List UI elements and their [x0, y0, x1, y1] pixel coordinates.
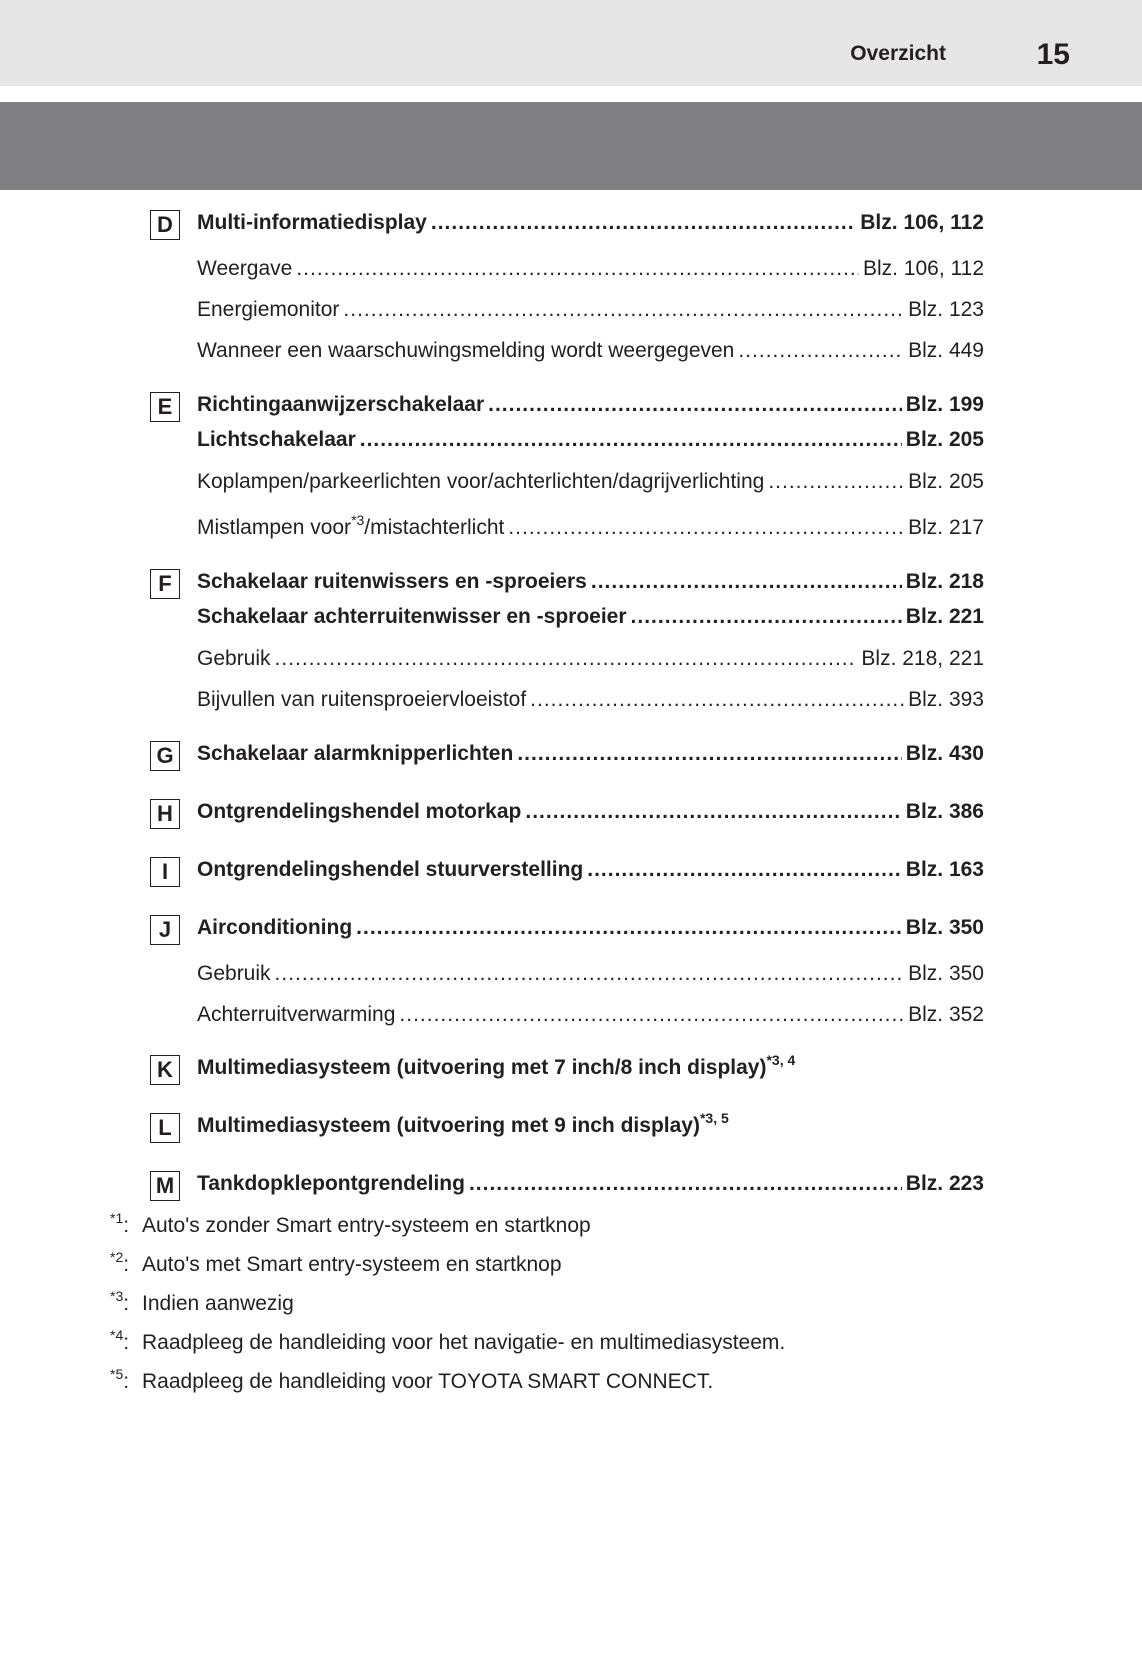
entry-page: Blz. 106, 112 [862, 257, 984, 280]
index-entry[interactable] [197, 605, 984, 633]
footnote [110, 1210, 591, 1238]
entry-title-part: Multimediasysteem (uitvoering met 7 inch/8 inch display) [197, 1056, 767, 1079]
index-entry[interactable] [197, 647, 984, 675]
leader-dots [275, 962, 905, 986]
entry-page: Blz. 352 [908, 1003, 984, 1026]
leader-dots [768, 470, 904, 494]
leader-dots [343, 298, 904, 322]
leader-dots [631, 605, 902, 629]
footnote-mark: $^{*5}$: [110, 1366, 130, 1393]
letter-badge: D [150, 210, 180, 240]
footnote-mark: $^{*1}$: [110, 1210, 130, 1237]
index-entry[interactable] [197, 428, 984, 456]
footnote [110, 1249, 562, 1277]
entry-page: Blz. 350 [908, 962, 984, 985]
footnote-ref: *3 [351, 512, 365, 528]
footnote-text: Auto's zonder Smart entry-systeem en startknop [142, 1214, 591, 1237]
leader-dots [431, 211, 856, 235]
footnote [110, 1327, 786, 1355]
index-entry[interactable] [197, 1172, 984, 1200]
footnote-mark-number: *3 [110, 1288, 124, 1304]
entry-title: Koplampen/parkeerlichten voor/achterlichten/dagrijverlichting [197, 470, 765, 493]
footnote-text: Indien aanwezig [142, 1292, 294, 1315]
footnote-text: Raadpleeg de handleiding voor het navigatie- en multimediasysteem. [142, 1331, 786, 1354]
leader-dots [587, 858, 902, 882]
index-entry[interactable] [197, 1052, 984, 1084]
footnote [110, 1288, 294, 1316]
page-number: 15 [1036, 38, 1070, 71]
footnote-ref: *3, 5 [699, 1110, 729, 1126]
entry-title: Bijvullen van ruitensproeiervloeistof [197, 688, 527, 711]
entry-title: Multi-informatiedisplay [197, 211, 427, 234]
entry-title: Energiemonitor [197, 298, 340, 321]
footnote-mark-number: *2 [110, 1249, 124, 1265]
entry-page: Blz. 393 [908, 688, 984, 711]
entry-title [197, 1052, 796, 1080]
footnote-mark-number: *1 [110, 1210, 124, 1226]
footnote-mark: $^{*3}$: [110, 1288, 130, 1315]
leader-dots [488, 393, 902, 417]
entry-page: Blz. 123 [908, 298, 984, 321]
entry-page: Blz. 163 [905, 858, 984, 881]
footnote-mark-number: *5 [110, 1366, 124, 1382]
index-entry[interactable] [197, 962, 984, 990]
leader-dots [296, 257, 859, 281]
index-entry[interactable] [197, 512, 984, 544]
entry-title-part: Mistlampen voor [197, 516, 352, 539]
entry-page: Blz. 199 [905, 393, 984, 416]
entry-page: Blz. 217 [908, 516, 984, 539]
leader-dots [508, 516, 904, 540]
letter-badge: I [150, 857, 180, 887]
footnote [110, 1366, 714, 1394]
index-entry[interactable] [197, 570, 984, 598]
entry-page: Blz. 221 [905, 605, 984, 628]
footnote-ref: *3, 4 [766, 1052, 796, 1068]
entry-title [197, 512, 505, 540]
entry-title: Schakelaar achterruitenwisser en -sproeier [197, 605, 627, 628]
entry-title: Ontgrendelingshendel motorkap [197, 800, 522, 823]
entry-title: Schakelaar ruitenwissers en -sproeiers [197, 570, 587, 593]
letter-badge: H [150, 799, 180, 829]
entry-title: Ontgrendelingshendel stuurverstelling [197, 858, 584, 881]
leader-dots [525, 800, 901, 824]
index-entry[interactable] [197, 1110, 984, 1142]
index-entry[interactable] [197, 470, 984, 498]
entry-page: Blz. 350 [905, 916, 984, 939]
leader-dots [591, 570, 902, 594]
entry-page: Blz. 205 [908, 470, 984, 493]
entry-page: Blz. 218 [905, 570, 984, 593]
footnote-mark-number: *4 [110, 1327, 124, 1343]
leader-dots [399, 1003, 904, 1027]
leader-dots [356, 916, 902, 940]
entry-page: Blz. 205 [905, 428, 984, 451]
index-entry[interactable] [197, 339, 984, 367]
footnote-text: Auto's met Smart entry-systeem en startknop [142, 1253, 562, 1276]
entry-page: Blz. 386 [905, 800, 984, 823]
entry-page: Blz. 106, 112 [860, 211, 984, 234]
letter-badge: J [150, 915, 180, 945]
entry-title-part: /mistachterlicht [364, 516, 505, 539]
entry-title: Gebruik [197, 962, 271, 985]
footnote-text: Raadpleeg de handleiding voor TOYOTA SMART CONNECT. [142, 1370, 714, 1393]
entry-page: Blz. 430 [905, 742, 984, 765]
entry-title-part: Multimediasysteem (uitvoering met 9 inch display) [197, 1114, 700, 1137]
index-entry[interactable] [197, 858, 984, 886]
entry-title: Weergave [197, 257, 293, 280]
entry-page: Blz. 449 [908, 339, 984, 362]
entry-page: Blz. 223 [905, 1172, 984, 1195]
entry-title: Wanneer een waarschuwingsmelding wordt weergegeven [197, 339, 735, 362]
entry-title: Lichtschakelaar [197, 428, 356, 451]
entry-title: Richtingaanwijzerschakelaar [197, 393, 485, 416]
entry-title: Schakelaar alarmknipperlichten [197, 742, 514, 765]
index-entry[interactable] [197, 916, 984, 944]
index-entry[interactable] [197, 393, 984, 421]
letter-badge: K [150, 1055, 180, 1085]
section-title: Overzicht [850, 42, 946, 65]
index-entry[interactable] [197, 688, 984, 716]
letter-badge: F [150, 569, 180, 599]
index-entry[interactable] [197, 257, 984, 285]
letter-badge: G [150, 741, 180, 771]
entry-title: Achterruitverwarming [197, 1003, 396, 1026]
leader-dots [469, 1172, 902, 1196]
index-entry[interactable] [197, 742, 984, 770]
entry-title: Tankdopklepontgrendeling [197, 1172, 465, 1195]
entry-title [197, 1110, 729, 1138]
leader-dots [530, 688, 904, 712]
index-entry[interactable] [197, 298, 984, 326]
leader-dots [360, 428, 902, 452]
footnote-mark: $^{*4}$: [110, 1327, 130, 1354]
index-entry[interactable] [197, 800, 984, 828]
footnote-mark: $^{*2}$: [110, 1249, 130, 1276]
letter-badge: L [150, 1113, 180, 1143]
letter-badge: M [150, 1171, 180, 1201]
entry-title: Airconditioning [197, 916, 353, 939]
letter-badge: E [150, 392, 180, 422]
index-entry[interactable] [197, 1003, 984, 1031]
entry-title: Gebruik [197, 647, 271, 670]
entry-page: Blz. 218, 221 [861, 647, 984, 670]
index-entry[interactable] [197, 211, 984, 239]
leader-dots [738, 339, 904, 363]
leader-dots [275, 647, 858, 671]
leader-dots [517, 742, 901, 766]
